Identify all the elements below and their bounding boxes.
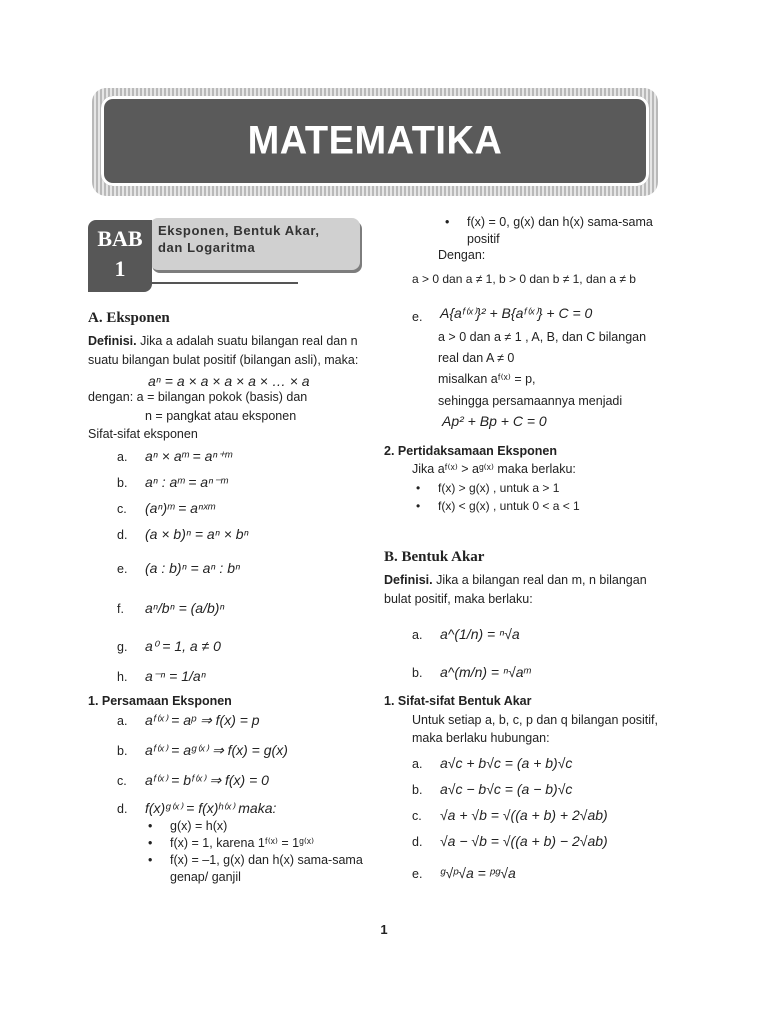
list-item: • f(x) = 0, g(x) dan h(x) sama-sama bbox=[467, 214, 707, 231]
bullet-list-right bbox=[467, 214, 707, 248]
list-item: • f(x) = 1, karena 1ᶠ⁽ˣ⁾ = 1ᵍ⁽ˣ⁾ bbox=[170, 835, 370, 852]
definition-label: Definisi. bbox=[88, 334, 137, 348]
sifat-akar-list bbox=[412, 755, 674, 891]
list-item: a. aⁿ × aᵐ = aⁿ⁺ᵐ bbox=[117, 448, 232, 464]
list-item: d. (a × b)ⁿ = aⁿ × bⁿ bbox=[117, 526, 249, 542]
definition-text: Jika a adalah suatu bilangan real dan n suatu bilangan bulat positif (bilangan asli), maka: bbox=[88, 334, 359, 367]
list-item: a. aᶠ⁽ˣ⁾ = aᵖ ⇒ f(x) = p bbox=[117, 712, 260, 728]
list-item: b. a^(m/n) = ⁿ√aᵐ bbox=[412, 664, 531, 680]
persamaan-list bbox=[117, 712, 377, 826]
list-item: • f(x) < g(x) , untuk 0 < a < 1 bbox=[438, 497, 678, 515]
list-item: c. √a + √b = √((a + b) + 2√ab) bbox=[412, 807, 608, 823]
list-item: f. aⁿ/bⁿ = (a/b)ⁿ bbox=[117, 600, 225, 616]
list-item: • f(x) > g(x) , untuk a > 1 bbox=[438, 479, 678, 497]
list-item: d. f(x)ᵍ⁽ˣ⁾ = f(x)ʰ⁽ˣ⁾ maka: bbox=[117, 800, 277, 816]
definition-label: Definisi. bbox=[384, 573, 433, 587]
chapter-num: 1 bbox=[114, 256, 126, 281]
list-item: d. √a − √b = √((a + b) − 2√ab) bbox=[412, 833, 608, 849]
dengan-line2: n = pangkat atau eksponen bbox=[145, 409, 297, 423]
dengan-line1: dengan: a = bilangan pokok (basis) dan bbox=[88, 390, 308, 404]
list-item: • g(x) = h(x) bbox=[170, 818, 370, 835]
list-item: h. a⁻ⁿ = 1/aⁿ bbox=[117, 668, 206, 684]
list-item: a. a√c + b√c = (a + b)√c bbox=[412, 755, 573, 771]
list-item: e. ᵍ√ᵖ√a = ᵖᵍ√a bbox=[412, 865, 516, 881]
page-title: MATEMATIKA bbox=[247, 118, 503, 164]
list-item: g. a⁰ = 1, a ≠ 0 bbox=[117, 638, 221, 654]
pertidaksamaan-list bbox=[438, 479, 678, 515]
list-item-cont: positif bbox=[467, 232, 500, 246]
list-item: b. aⁿ : aᵐ = aⁿ⁻ᵐ bbox=[117, 474, 228, 490]
list-item: c. aᶠ⁽ˣ⁾ = bᶠ⁽ˣ⁾ ⇒ f(x) = 0 bbox=[117, 772, 269, 788]
item-e-line1: a > 0 dan a ≠ 1 , A, B, dan C bilangan bbox=[438, 330, 647, 344]
chapter-title-line2: dan Logaritma bbox=[158, 240, 256, 255]
akar-def-list bbox=[412, 626, 672, 694]
list-item: a. a^(1/n) = ⁿ√a bbox=[412, 626, 520, 642]
section-a-heading: A. Eksponen bbox=[88, 310, 170, 326]
item-e-line4: sehingga persamaannya menjadi bbox=[438, 394, 623, 408]
list-item: b. a√c − b√c = (a − b)√c bbox=[412, 781, 573, 797]
list-item: b. aᶠ⁽ˣ⁾ = aᵍ⁽ˣ⁾ ⇒ f(x) = g(x) bbox=[117, 742, 288, 758]
definition-b bbox=[384, 571, 666, 609]
definition-text: Jika a bilangan real dan m, n bilangan bulat positif, maka berlaku: bbox=[384, 573, 647, 606]
chapter-bab: BAB bbox=[97, 226, 143, 251]
sifat-heading: Sifat-sifat eksponen bbox=[88, 427, 198, 441]
list-item: e. (a : b)ⁿ = aⁿ : bⁿ bbox=[117, 560, 241, 576]
chapter-title-line1: Eksponen, Bentuk Akar, bbox=[158, 223, 320, 238]
property-list bbox=[117, 448, 377, 694]
list-item-cont: genap/ ganjil bbox=[170, 870, 241, 884]
page-number: 1 bbox=[380, 922, 388, 937]
chapter-title bbox=[158, 222, 358, 256]
list-item: c. (aⁿ)ᵐ = aⁿˣᵐ bbox=[117, 500, 215, 516]
item-e-label: e. bbox=[412, 310, 423, 324]
item-e-line2: real dan A ≠ 0 bbox=[438, 351, 515, 365]
bullet-list-left bbox=[170, 818, 370, 886]
pertidaksamaan-heading: 2. Pertidaksamaan Eksponen bbox=[384, 444, 557, 458]
conditions: a > 0 dan a ≠ 1, b > 0 dan b ≠ 1, dan a ≠ b bbox=[412, 272, 636, 286]
item-e-line5: Ap² + Bp + C = 0 bbox=[442, 413, 547, 429]
item-e-line3: misalkan aᶠ⁽ˣ⁾ = p, bbox=[438, 372, 536, 386]
sifat-akar-intro: Untuk setiap a, b, c, p dan q bilangan positif, maka berlaku hubungan: bbox=[412, 713, 658, 745]
list-item: • f(x) = –1, g(x) dan h(x) sama-sama bbox=[170, 852, 370, 869]
chapter-label bbox=[88, 224, 152, 284]
section-b-heading: B. Bentuk Akar bbox=[384, 549, 485, 565]
chapter-underline bbox=[150, 282, 298, 284]
dengan-label: Dengan: bbox=[438, 248, 486, 262]
definition-a bbox=[88, 332, 370, 370]
sifat-akar-heading: 1. Sifat-sifat Bentuk Akar bbox=[384, 694, 532, 708]
persamaan-heading: 1. Persamaan Eksponen bbox=[88, 694, 232, 708]
definition-formula: aⁿ = a × a × a × a × … × a bbox=[148, 373, 310, 389]
item-e-formula: A{aᶠ⁽ˣ⁾}² + B{aᶠ⁽ˣ⁾} + C = 0 bbox=[440, 305, 593, 321]
pertidaksamaan-intro: Jika aᶠ⁽ˣ⁾ > aᵍ⁽ˣ⁾ maka berlaku: bbox=[412, 462, 576, 476]
